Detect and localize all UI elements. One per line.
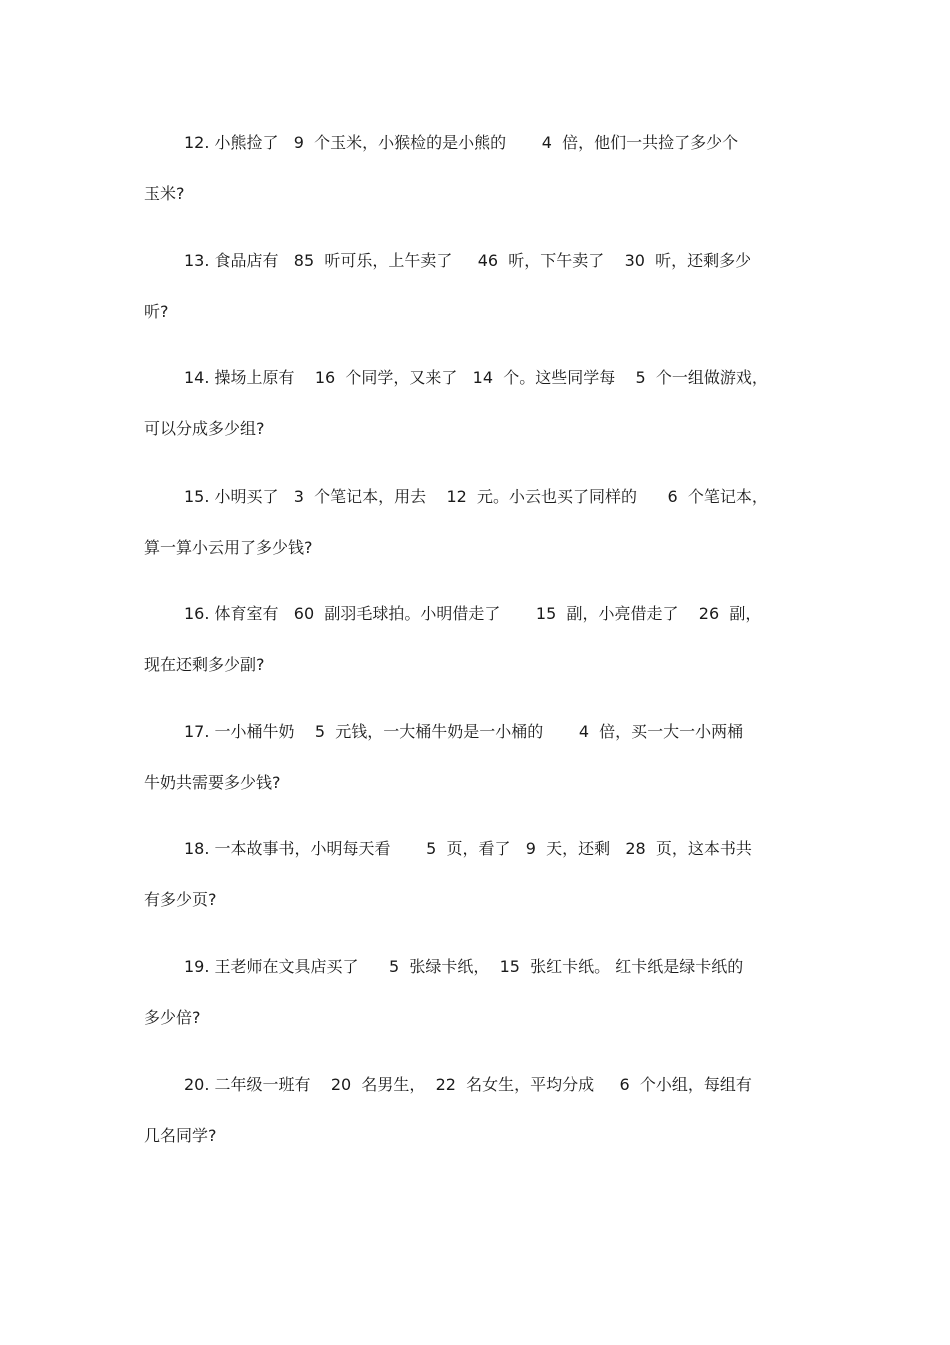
problem-text-line2: 有多少页? [144, 890, 217, 909]
problem-text-line2: 算一算小云用了多少钱? [144, 538, 313, 557]
problem-text-line1: 20. 二年级一班有 20 名男生， 22 名女生，平均分成 6 个小组，每组有 [184, 1075, 752, 1094]
problem-text-line2: 听? [144, 302, 169, 321]
problem-text-line1: 13. 食品店有 85 听可乐，上午卖了 46 听，下午卖了 30 听，还剩多少 [184, 251, 752, 270]
problem-text-line2: 几名同学? [144, 1126, 217, 1145]
problem-text-line2: 现在还剩多少副? [144, 655, 265, 674]
problem-text-line2: 玉米? [144, 184, 185, 203]
problem-text-line1: 18. 一本故事书，小明每天看 5 页，看了 9 天，还剩 28 页，这本书共 [184, 839, 752, 858]
problem-text-line1: 19. 王老师在文具店买了 5 张绿卡纸， 15 张红卡纸。 红卡纸是绿卡纸的 [184, 957, 744, 976]
problem-text-line2: 可以分成多少组? [144, 419, 265, 438]
problem-text-line1: 12. 小熊捡了 9 个玉米，小猴检的是小熊的 4 倍，他们一共捡了多少个 [184, 133, 739, 152]
problem-text-line1: 17. 一小桶牛奶 5 元钱，一大桶牛奶是一小桶的 4 倍，买一大一小两桶 [184, 722, 744, 741]
problem-text-line1: 16. 体育室有 60 副羽毛球拍。小明借走了 15 副，小亮借走了 26 副， [184, 604, 762, 623]
problem-text-line2: 多少倍? [144, 1008, 201, 1027]
problem-text-line1: 15. 小明买了 3 个笔记本，用去 12 元。小云也买了同样的 6 个笔记本， [184, 487, 768, 506]
problem-text-line1: 14. 操场上原有 16 个同学，又来了 14 个。这些同学每 5 个一组做游戏， [184, 368, 768, 387]
problem-text-line2: 牛奶共需要多少钱? [144, 773, 281, 792]
